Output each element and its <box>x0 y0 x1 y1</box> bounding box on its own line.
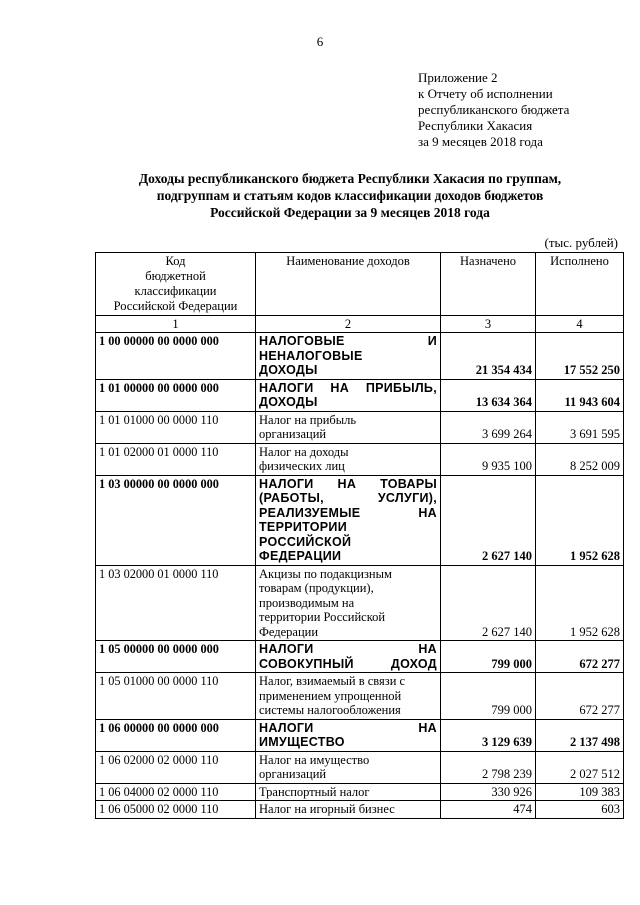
row-name-line: НАЛОГИ НА <box>259 720 437 735</box>
title-line: Доходы республиканского бюджета Республики Хакасия по группам, <box>138 171 562 186</box>
row-code-cell: 1 05 01000 00 0000 110 <box>96 673 256 720</box>
row-name-line: ДОХОДЫ <box>259 363 318 377</box>
row-name-line: организаций <box>259 767 327 781</box>
row-name-line: ТЕРРИТОРИИ <box>259 520 347 534</box>
row-plan-cell: 2 627 140 <box>441 475 536 565</box>
row-name-line: товарам (продукции), <box>259 581 374 595</box>
row-name-cell <box>256 565 441 641</box>
row-code-cell: 1 06 04000 02 0000 110 <box>96 783 256 801</box>
row-name-line: организаций <box>259 427 327 441</box>
row-name-line: системы налогообложения <box>259 703 401 717</box>
row-code-cell: 1 06 05000 02 0000 110 <box>96 801 256 819</box>
row-name-line: СОВОКУПНЫЙ ДОХОД <box>259 656 437 671</box>
row-name-line: Налог на игорный бизнес <box>259 802 395 816</box>
annex-line: Республики Хакасия <box>418 118 533 133</box>
row-plan-cell: 3 699 264 <box>441 411 536 443</box>
row-name-line: НАЛОГИ НА ПРИБЫЛЬ, <box>259 380 437 395</box>
column-number-row <box>96 316 624 333</box>
row-plan-cell: 474 <box>441 801 536 819</box>
row-name-cell <box>256 751 441 783</box>
row-code-cell: 1 05 00000 00 0000 000 <box>96 641 256 673</box>
column-number: 2 <box>256 316 441 333</box>
table-row <box>96 333 624 380</box>
row-code-cell: 1 06 02000 02 0000 110 <box>96 751 256 783</box>
annex-line: за 9 месяцев 2018 года <box>418 134 543 149</box>
row-exec-cell: 672 277 <box>536 673 624 720</box>
row-code-cell: 1 03 02000 01 0000 110 <box>96 565 256 641</box>
row-name-line: НАЛОГИ НА ТОВАРЫ <box>259 476 437 491</box>
title-line: Российской Федерации за 9 месяцев 2018 года <box>210 205 490 220</box>
annex-line: Приложение 2 <box>418 70 498 85</box>
row-name-cell <box>256 475 441 565</box>
table-row <box>96 719 624 751</box>
row-plan-cell: 799 000 <box>441 673 536 720</box>
row-name-cell <box>256 783 441 801</box>
row-exec-cell: 2 027 512 <box>536 751 624 783</box>
row-exec-cell: 3 691 595 <box>536 411 624 443</box>
column-number: 4 <box>536 316 624 333</box>
row-name-line: территории Российской <box>259 610 386 624</box>
header-name-cell: Наименование доходов <box>256 253 441 316</box>
row-name-cell <box>256 641 441 673</box>
header-code-line: бюджетной <box>145 269 206 283</box>
table-row <box>96 801 624 819</box>
header-code-line: Код <box>165 254 186 268</box>
table-row <box>96 443 624 475</box>
page-number: 6 <box>316 34 324 49</box>
row-name-cell <box>256 443 441 475</box>
column-number: 3 <box>441 316 536 333</box>
row-name-cell <box>256 379 441 411</box>
row-code-cell: 1 03 00000 00 0000 000 <box>96 475 256 565</box>
row-exec-cell: 603 <box>536 801 624 819</box>
row-name-cell <box>256 333 441 380</box>
document-title <box>60 170 640 221</box>
row-exec-cell: 672 277 <box>536 641 624 673</box>
table-row <box>96 475 624 565</box>
row-code-cell: 1 01 02000 01 0000 110 <box>96 443 256 475</box>
row-name-line: Налог, взимаемый в связи с <box>259 674 406 688</box>
column-number: 1 <box>96 316 256 333</box>
header-code-cell <box>96 253 256 316</box>
row-name-line: Налог на прибыль <box>259 412 357 427</box>
row-exec-cell: 1 952 628 <box>536 565 624 641</box>
row-exec-cell: 1 952 628 <box>536 475 624 565</box>
row-plan-cell: 2 798 239 <box>441 751 536 783</box>
row-name-line: Акцизы по подакцизным <box>259 566 392 581</box>
row-name-line: Налог на доходы <box>259 444 349 459</box>
row-exec-cell: 8 252 009 <box>536 443 624 475</box>
row-name-line: Транспортный налог <box>259 784 370 799</box>
table-row <box>96 673 624 720</box>
row-code-cell: 1 06 00000 00 0000 000 <box>96 719 256 751</box>
row-plan-cell: 9 935 100 <box>441 443 536 475</box>
header-exec-cell: Исполнено <box>536 253 624 316</box>
row-name-line: физических лиц <box>259 459 345 473</box>
row-code-cell: 1 01 01000 00 0000 110 <box>96 411 256 443</box>
row-plan-cell: 2 627 140 <box>441 565 536 641</box>
row-name-line: РОССИЙСКОЙ <box>259 534 352 549</box>
row-name-cell <box>256 719 441 751</box>
row-name-cell <box>256 411 441 443</box>
annex-line: к Отчету об исполнении <box>418 86 553 101</box>
row-plan-cell: 3 129 639 <box>441 719 536 751</box>
table-row <box>96 751 624 783</box>
revenue-table <box>95 252 624 819</box>
row-exec-cell: 2 137 498 <box>536 719 624 751</box>
row-name-line: НЕНАЛОГОВЫЕ <box>259 348 363 363</box>
header-code-line: Российской Федерации <box>113 299 238 313</box>
header-code-line: классификации <box>134 284 217 298</box>
header-plan-cell: Назначено <box>441 253 536 316</box>
row-name-line: ДОХОДЫ <box>259 395 318 409</box>
row-name-cell <box>256 801 441 819</box>
row-plan-cell: 13 634 364 <box>441 379 536 411</box>
table-row <box>96 379 624 411</box>
annex-line: республиканского бюджета <box>418 102 570 117</box>
row-name-line: Федерации <box>259 624 319 639</box>
annex-block <box>418 70 628 150</box>
row-name-cell <box>256 673 441 720</box>
row-name-line: ФЕДЕРАЦИИ <box>259 549 342 563</box>
row-name-line: производимым на <box>259 595 355 610</box>
row-plan-cell: 799 000 <box>441 641 536 673</box>
row-exec-cell: 11 943 604 <box>536 379 624 411</box>
row-code-cell: 1 00 00000 00 0000 000 <box>96 333 256 380</box>
row-exec-cell: 17 552 250 <box>536 333 624 380</box>
table-row <box>96 411 624 443</box>
row-plan-cell: 21 354 434 <box>441 333 536 380</box>
table-header-row <box>96 253 624 316</box>
table-row <box>96 641 624 673</box>
row-code-cell: 1 01 00000 00 0000 000 <box>96 379 256 411</box>
table-row <box>96 783 624 801</box>
row-name-line: ИМУЩЕСТВО <box>259 735 345 749</box>
row-name-line: Налог на имущество <box>259 752 370 767</box>
row-exec-cell: 109 383 <box>536 783 624 801</box>
title-line: подгруппам и статьям кодов классификации доходов бюджетов <box>156 188 544 203</box>
row-plan-cell: 330 926 <box>441 783 536 801</box>
units-label: (тыс. рублей) <box>544 235 618 250</box>
row-name-line: НАЛОГОВЫЕ И <box>259 334 437 348</box>
table-row <box>96 565 624 641</box>
row-name-line: НАЛОГИ НА <box>259 642 437 656</box>
row-name-line: (РАБОТЫ, УСЛУГИ), <box>259 491 437 505</box>
row-name-line: применением упрощенной <box>259 688 402 703</box>
row-name-line: РЕАЛИЗУЕМЫЕ НА <box>259 505 437 520</box>
